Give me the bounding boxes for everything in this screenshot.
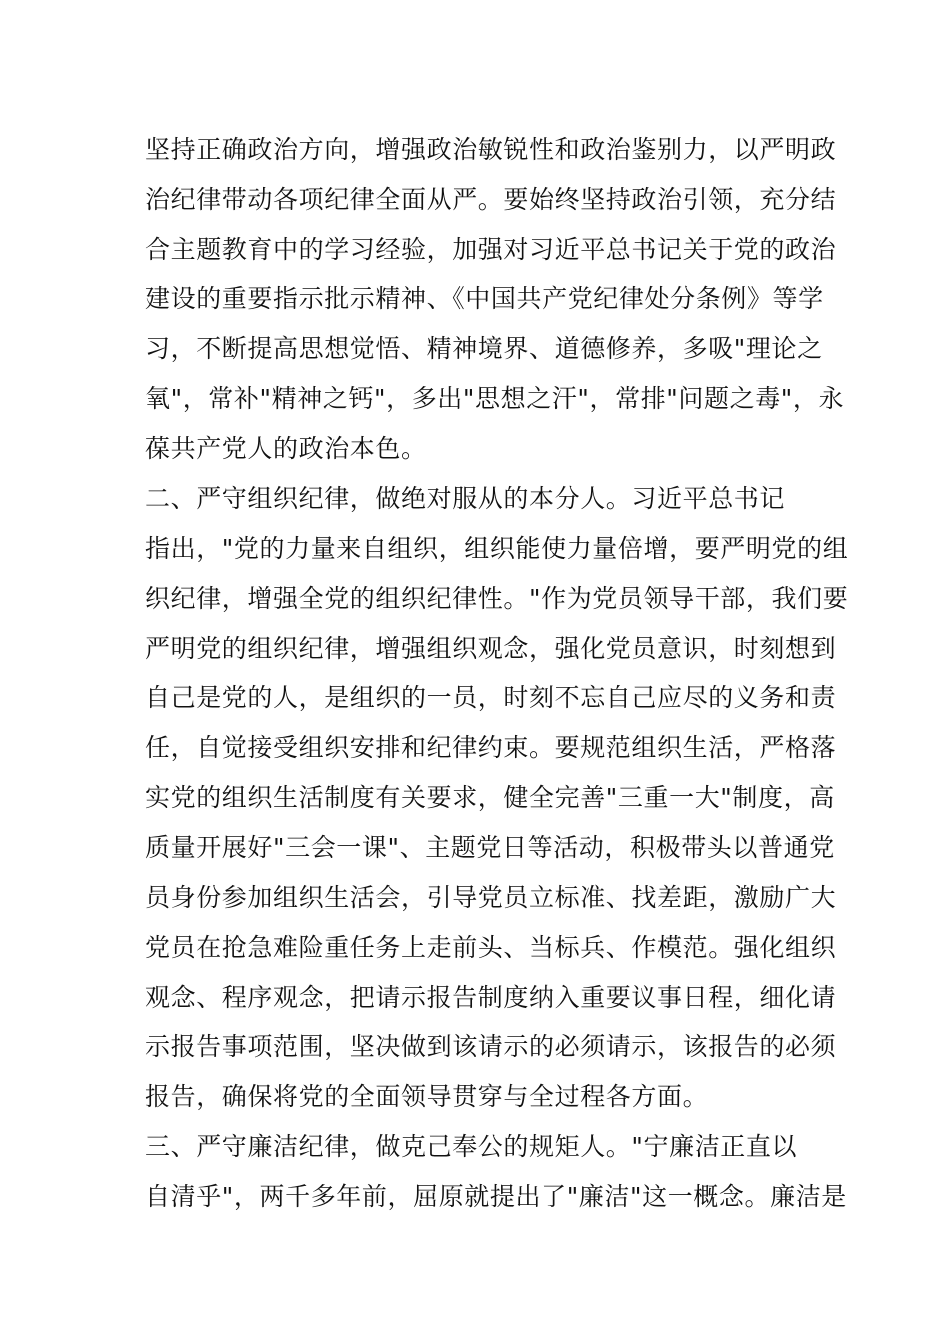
text-line: 自己是党的人，是组织的一员，时刻不忘自己应尽的义务和责 — [145, 683, 837, 712]
paragraph-first-line: 二、严守组织纪律，做绝对服从的本分人。习近平总书记 — [145, 484, 786, 513]
text-line: 织纪律，增强全党的组织纪律性。"作为党员领导干部，我们要 — [145, 584, 849, 613]
text-line: 自清乎"，两千多年前，屈原就提出了"廉洁"这一概念。廉洁是 — [145, 1182, 847, 1211]
paragraph-first-line: 三、严守廉洁纪律，做克己奉公的规矩人。"宁廉洁正直以 — [145, 1132, 798, 1161]
text-line: 治纪律带动各项纪律全面从严。要始终坚持政治引领，充分结 — [145, 185, 837, 214]
text-line: 氧"，常补"精神之钙"，多出"思想之汗"，常排"问题之毒"，永 — [145, 384, 845, 413]
text-line: 党员在抢急难险重任务上走前头、当标兵、作模范。强化组织 — [145, 933, 837, 962]
text-line: 示报告事项范围，坚决做到该请示的必须请示，该报告的必须 — [145, 1032, 837, 1061]
text-line: 习，不断提高思想觉悟、精神境界、道德修养，多吸"理论之 — [145, 334, 823, 363]
text-line: 任，自觉接受组织安排和纪律约束。要规范组织生活，严格落 — [145, 733, 837, 762]
text-line: 严明党的组织纪律，增强组织观念，强化党员意识，时刻想到 — [145, 634, 837, 663]
text-line: 坚持正确政治方向，增强政治敏锐性和政治鉴别力，以严明政 — [145, 135, 837, 164]
text-line: 实党的组织生活制度有关要求，健全完善"三重一大"制度，高 — [145, 783, 835, 812]
text-line: 质量开展好"三会一课"、主题党日等活动，积极带头以普通党 — [145, 833, 835, 862]
text-line: 指出，"党的力量来自组织，组织能使力量倍增，要严明党的组 — [145, 534, 849, 563]
text-line: 建设的重要指示批示精神、《中国共产党纪律处分条例》等学 — [145, 284, 824, 313]
text-line: 葆共产党人的政治本色。 — [145, 434, 427, 463]
text-line: 合主题教育中的学习经验，加强对习近平总书记关于党的政治 — [145, 235, 837, 264]
text-line: 观念、程序观念，把请示报告制度纳入重要议事日程，细化请 — [145, 983, 837, 1012]
text-line: 员身份参加组织生活会，引导党员立标准、找差距，激励广大 — [145, 883, 837, 912]
text-line: 报告，确保将党的全面领导贯穿与全过程各方面。 — [145, 1082, 709, 1111]
